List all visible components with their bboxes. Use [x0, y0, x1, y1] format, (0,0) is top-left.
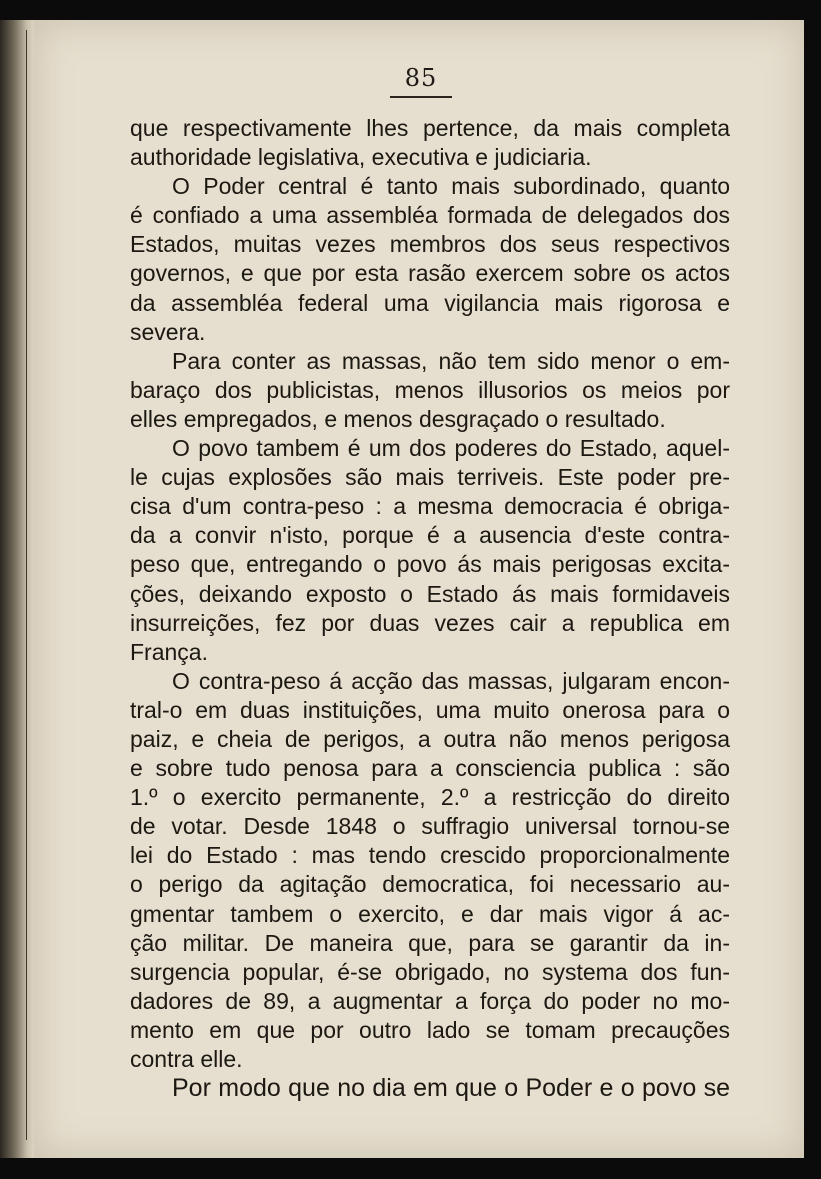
text-line: 1.º o exercito permanente, 2.º a restricção do direito	[130, 784, 730, 811]
text-line: insurreições, fez por duas vezes cair a republica em	[130, 609, 730, 636]
text-line: le cujas explosões são mais terriveis. Este poder pre-	[130, 464, 730, 491]
text-line: e sobre tudo penosa para a consciencia publica : são	[130, 755, 730, 782]
text-line: ção militar. De maneira que, para se garantir da in-	[130, 929, 730, 956]
binding-edge	[26, 30, 27, 1140]
text-line: de votar. Desde 1848 o suffragio universal tornou-se	[130, 813, 730, 840]
text-line: elles empregados, e menos desgraçado o resultado.	[130, 405, 666, 432]
text-line: o perigo da agitação democratica, foi necessario au-	[130, 871, 730, 898]
body-text	[130, 114, 730, 1103]
text-line: da a convir n'isto, porque é a ausencia d'este contra-	[130, 522, 730, 549]
text-line: da assembléa federal uma vigilancia mais rigorosa e	[130, 289, 730, 316]
text-line: paiz, e cheia de perigos, a outra não menos perigosa	[130, 725, 730, 752]
text-line: severa.	[130, 318, 206, 345]
text-line: ções, deixando exposto o Estado ás mais formidaveis	[130, 580, 730, 607]
text-line: gmentar tambem o exercito, e dar mais vigor á ac-	[130, 900, 730, 927]
text-line: O Poder central é tanto mais subordinado, quanto	[172, 173, 730, 200]
text-line: que respectivamente lhes pertence, da mais completa	[130, 115, 730, 141]
text-line: França.	[130, 638, 208, 665]
text-line: Estados, muitas vezes membros dos seus respectivos	[130, 231, 730, 258]
text-line: contra elle.	[130, 1046, 243, 1072]
text-line: lei do Estado : mas tendo crescido proporcionalmente	[130, 842, 730, 869]
text-line: Para conter as massas, não tem sido menor o em-	[172, 347, 730, 374]
text-line: O contra-peso á acção das massas, julgaram encon-	[172, 667, 730, 694]
text-line: O povo tambem é um dos poderes do Estado, aquel-	[172, 435, 730, 462]
text-line: mento em que por outro lado se tomam precauções	[130, 1016, 730, 1043]
header-rule	[390, 96, 452, 98]
text-line: Por modo que no dia em que o Poder e o povo se	[172, 1074, 730, 1103]
text-line: peso que, entregando o povo ás mais perigosas excita-	[130, 551, 730, 578]
text-line: governos, e que por esta rasão exercem sobre os actos	[130, 260, 730, 287]
text-line: dadores de 89, a augmentar a força do poder no mo-	[130, 987, 730, 1014]
text-line: é confiado a uma assembléa formada de delegados dos	[130, 202, 730, 229]
text-line: cisa d'um contra-peso : a mesma democracia é obriga-	[130, 493, 730, 520]
book-page	[34, 20, 804, 1158]
text-line: authoridade legislativa, executiva e judiciaria.	[130, 144, 592, 171]
page-number: 85	[404, 64, 438, 92]
text-line: surgencia popular, é-se obrigado, no systema dos fun-	[130, 958, 730, 985]
text-line: baraço dos publicistas, menos illusorios os meios por	[130, 376, 730, 403]
text-line: tral-o em duas instituições, uma muito onerosa para o	[130, 696, 730, 723]
book-gutter	[0, 20, 34, 1158]
